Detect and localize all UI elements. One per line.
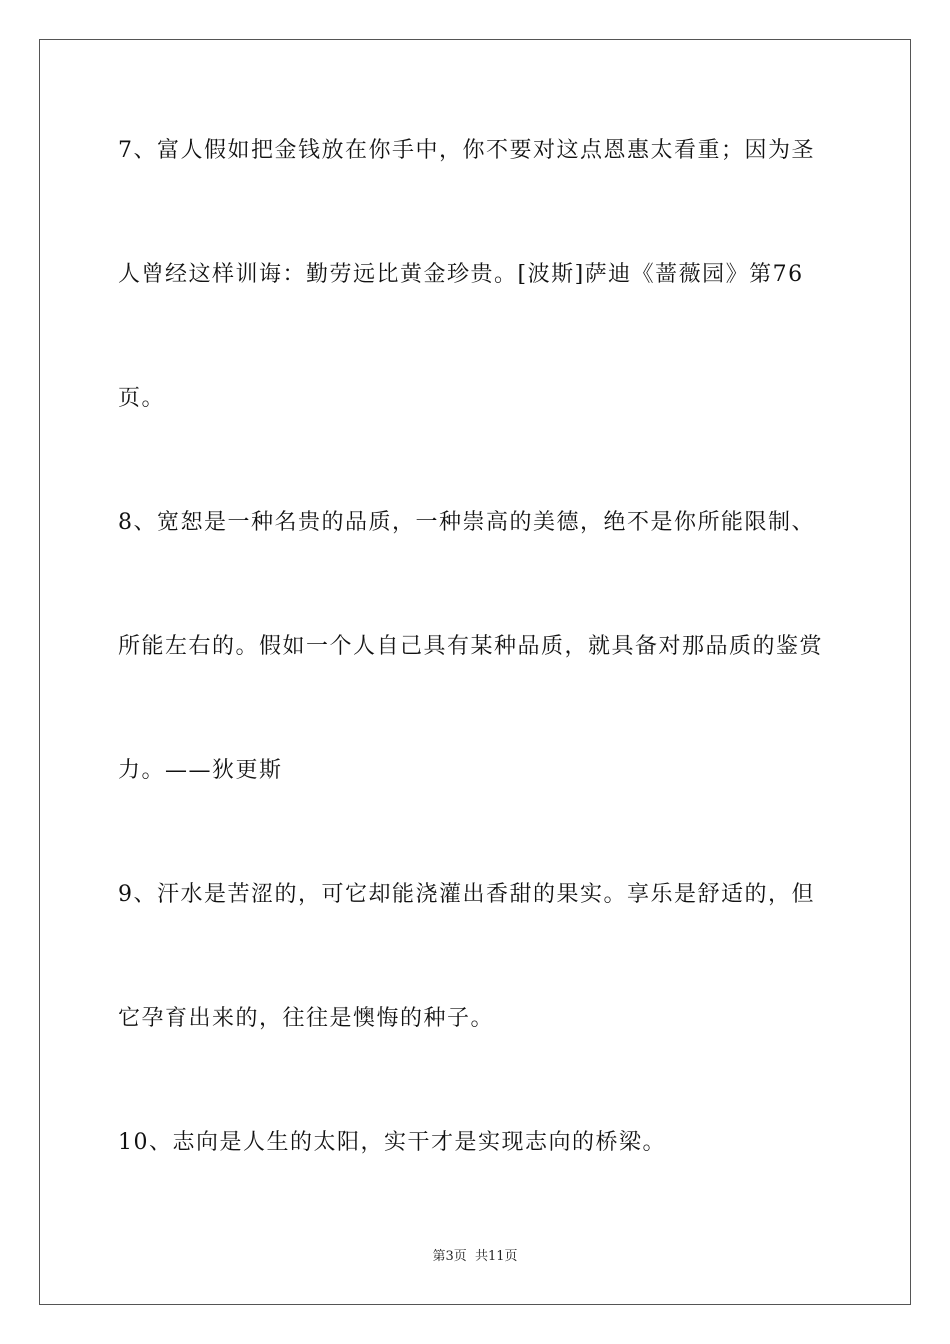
text-line: 9、汗水是苦涩的，可它却能浇灌出香甜的果实。享乐是舒适的，但	[118, 882, 815, 907]
page-number: 第3页	[432, 1249, 467, 1264]
text-line: 所能左右的。假如一个人自己具有某种品质，就具备对那品质的鉴赏	[118, 634, 824, 659]
page-total: 共11页	[474, 1249, 518, 1264]
text-line: 10、志向是人生的太阳，实干才是实现志向的桥梁。	[118, 1130, 666, 1155]
page-footer	[0, 1248, 950, 1266]
text-line: 力。——狄更斯	[118, 758, 283, 783]
text-line: 7、富人假如把金钱放在你手中，你不要对这点恩惠太看重；因为圣	[118, 138, 815, 163]
page-border	[39, 39, 911, 1305]
text-line: 它孕育出来的，往往是懊悔的种子。	[118, 1006, 495, 1031]
text-line: 页。	[118, 386, 166, 411]
text-line: 8、宽恕是一种名贵的品质，一种崇高的美德，绝不是你所能限制、	[118, 510, 815, 535]
text-line: 人曾经这样训诲：勤劳远比黄金珍贵。[波斯]萨迪《蔷薇园》第76	[118, 262, 804, 287]
